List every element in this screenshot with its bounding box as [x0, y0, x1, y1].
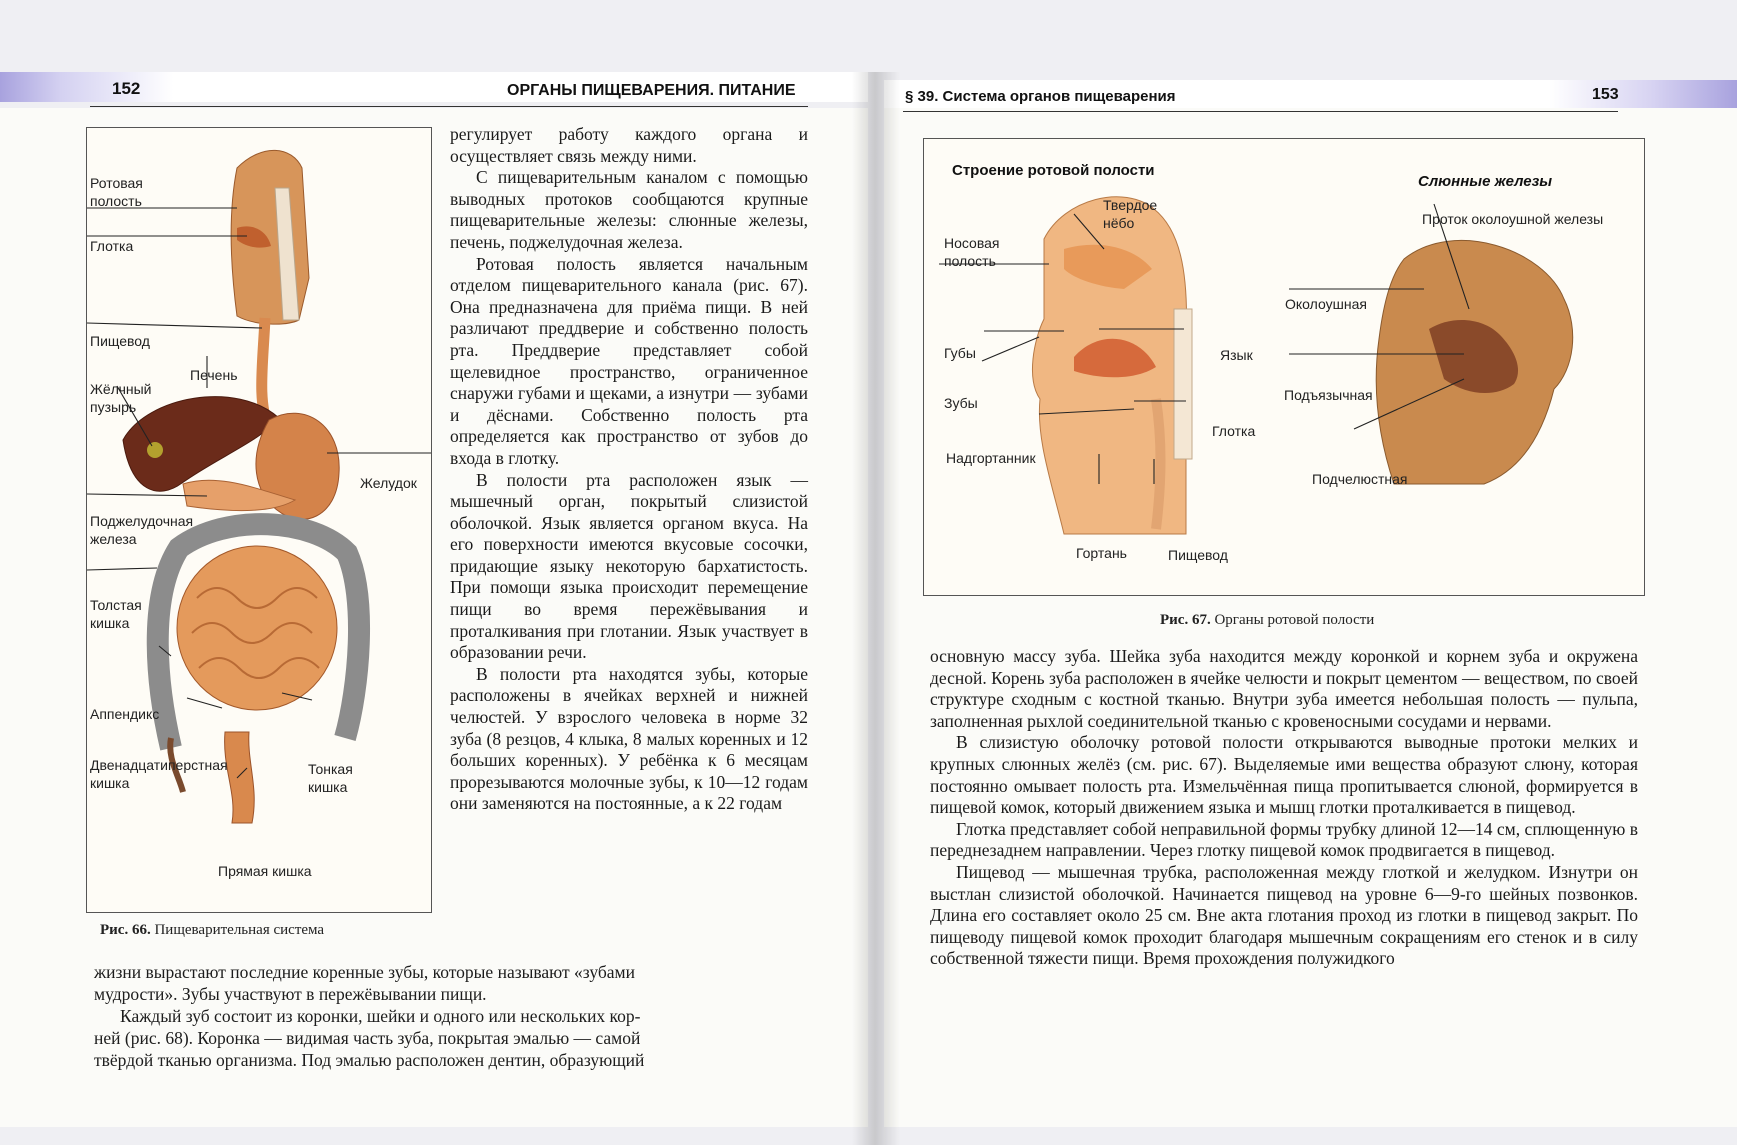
right-header-rule — [903, 111, 1618, 112]
label-sublingual: Подъязычная — [1284, 387, 1373, 403]
left-bottom-line-4: ней (рис. 68). Коронка — видимая часть зуба, покрытая эмалью — самой — [94, 1028, 641, 1048]
label-liver: Печень — [190, 367, 238, 383]
figure-67-caption-text: Органы ротовой полости — [1214, 612, 1375, 628]
label-tongue: Язык — [1220, 347, 1253, 363]
label-small-intestine: Тонкая кишка — [308, 761, 353, 795]
right-paragraph-3: Глотка представляет собой неправильной формы трубку длиной 12—14 см, сплющенную в переднезаднем направлении. Через глотку пищевой комок продвигается в пищевод. — [930, 818, 1638, 861]
figure-66-caption-number: Рис. 66. — [100, 922, 151, 938]
left-header-rule — [90, 106, 808, 107]
right-paragraph-1: основную массу зуба. Шейка зуба находится между коронкой и корнем зуба и окружена десной. Корень зуба расположен в ячейке челюсти и покрыт цементом — веществом, по своей структуре сходным с костной тканью. Внутри зуба имеется небольшая полость — пульпа, заполненная рыхлой соединительной тканью с кровеносными сосудами и нервами. — [930, 646, 1638, 731]
label-esophagus: Пищевод — [90, 333, 150, 349]
figure-67-caption — [1160, 612, 1374, 629]
label-parotid-duct: Проток околоушной железы — [1422, 211, 1604, 227]
label-mouth: Ротовая полость — [90, 175, 143, 209]
label-large-intestine: Толстая кишка — [90, 597, 142, 631]
gallbladder — [147, 442, 163, 458]
left-paragraph-5: В полости рта находятся зубы, которые расположены в ячейках верхней и нижней челюстей. У взрослого человека в норме 32 зуба (8 резцов, 4 клыка, 8 малых коренных и 12 больших коренных). У ребёнка к 6 месяцам прорезываются молочные зубы, к 10—12 годам они заменяются на постоянные, а к 22 годам — [450, 663, 808, 814]
left-column-text — [450, 124, 808, 815]
left-paragraph-2: С пищеварительным каналом с помощью выводных протоков сообщаются крупные пищеварительные железы: слюнные железы, печень, поджелудочная железа. — [450, 167, 808, 252]
figure-67-title-left: Строение ротовой полости — [952, 162, 1155, 179]
label-pharynx-right: Глотка — [1212, 423, 1256, 439]
label-hard-palate: Твердое нёбо — [1103, 197, 1158, 231]
label-rectum: Прямая кишка — [218, 863, 312, 879]
label-epiglottis: Надгортанник — [946, 450, 1036, 466]
label-parotid: Околоушная — [1285, 296, 1367, 312]
figure-67-frame — [923, 138, 1645, 596]
label-pancreas: Поджелудочная железа — [90, 513, 194, 547]
left-paragraph-1: регулирует работу каждого органа и осуществляет связь между ними. — [450, 124, 808, 166]
right-column-text — [930, 646, 1638, 970]
label-stomach: Желудок — [360, 475, 417, 491]
rectum — [225, 732, 255, 823]
label-pharynx: Глотка — [90, 238, 134, 254]
label-teeth: Зубы — [944, 395, 978, 411]
oral-cavity-illustration — [924, 139, 1644, 595]
label-esophagus-right: Пищевод — [1168, 547, 1228, 563]
figure-66-caption-text: Пищеварительная система — [154, 922, 325, 938]
left-page-number: 152 — [112, 79, 141, 98]
left-bottom-line-2: мудрости». Зубы участвуют в пережёвывании пищи. — [94, 984, 487, 1004]
book-gutter-shadow — [852, 72, 900, 1145]
label-submandibular: Подчелюстная — [1312, 471, 1408, 487]
right-page-number: 153 — [1592, 86, 1619, 103]
label-gallbladder: Жёлчный пузырь — [90, 381, 152, 415]
figure-67-caption-number: Рис. 67. — [1160, 612, 1211, 628]
figure-66-caption — [100, 922, 324, 939]
right-paragraph-2: В слизистую оболочку ротовой полости открываются выводные протоки мелких и крупных слюнных желёз (см. рис. 67). Выделяемые ими вещества образуют слюну, которая постоянно омывает полость рта. Измельчённая пища пропитывается слюной, формируется в пищевой комок, который движением языка и мышц глотки проталкивается в пищевод. — [930, 732, 1638, 818]
left-bottom-line-5: твёрдой тканью организма. Под эмалью расположен дентин, образующий — [94, 1050, 645, 1070]
label-larynx: Гортань — [1076, 545, 1127, 561]
right-running-head: § 39. Система органов пищеварения — [905, 88, 1176, 105]
label-nasal-cavity: Носовая полость — [944, 235, 1000, 269]
figure-67-title-right: Слюнные железы — [1418, 173, 1553, 190]
cervical-spine — [1174, 309, 1192, 459]
small-intestine — [177, 546, 337, 710]
left-paragraph-4: В полости рта расположен язык — мышечный орган, покрытый слизистой оболочкой. Язык является органом вкуса. На его поверхности имеются вкусовые сосочки, придающие языку некоторую бархатистость. При помощи языка происходит перемещение пищи во время пережёвывания и проталкивания при глотании. Язык участвует в образовании речи. — [450, 469, 808, 663]
label-appendix: Аппендикс — [90, 706, 160, 722]
left-running-head: ОРГАНЫ ПИЩЕВАРЕНИЯ. ПИТАНИЕ — [507, 82, 796, 99]
label-lips: Губы — [944, 345, 976, 361]
left-bottom-line-3: Каждый зуб состоит из коронки, шейки и одного или нескольких кор- — [120, 1006, 641, 1026]
left-bottom-line-1: жизни вырастают последние коренные зубы, которые называют «зубами — [94, 962, 635, 982]
label-duodenum: Двенадцатиперстная кишка — [90, 757, 228, 791]
left-paragraph-3: Ротовая полость является начальным отделом пищеварительного канала (рис. 67). Она предназначена для приёма пищи. В ней различают преддверие и собственно полость рта. Преддверие представляет собой щелевидное пространство, ограниченное снаружи губами и щеками, а изнутри — зубами и дёснами. Собственно полость рта определяется как пространство от зубов до входа в глотку. — [450, 253, 808, 468]
esophagus-section — [1156, 399, 1161, 529]
right-paragraph-4: Пищевод — мышечная трубка, расположенная между глоткой и желудком. Изнутри он выстлан слизистой оболочкой. Начинается пищевод на уровне 6—9-го шейных позвонков. Длина его составляет около 25 см. Вне акта глотания проход из глотки в пищевод закрыт. По пищеводу пищевой комок проходит благодаря мышечным сокращениям его стенок и в силу собственной тяжести пищи. Время прохождения полужидкого — [930, 861, 1638, 969]
